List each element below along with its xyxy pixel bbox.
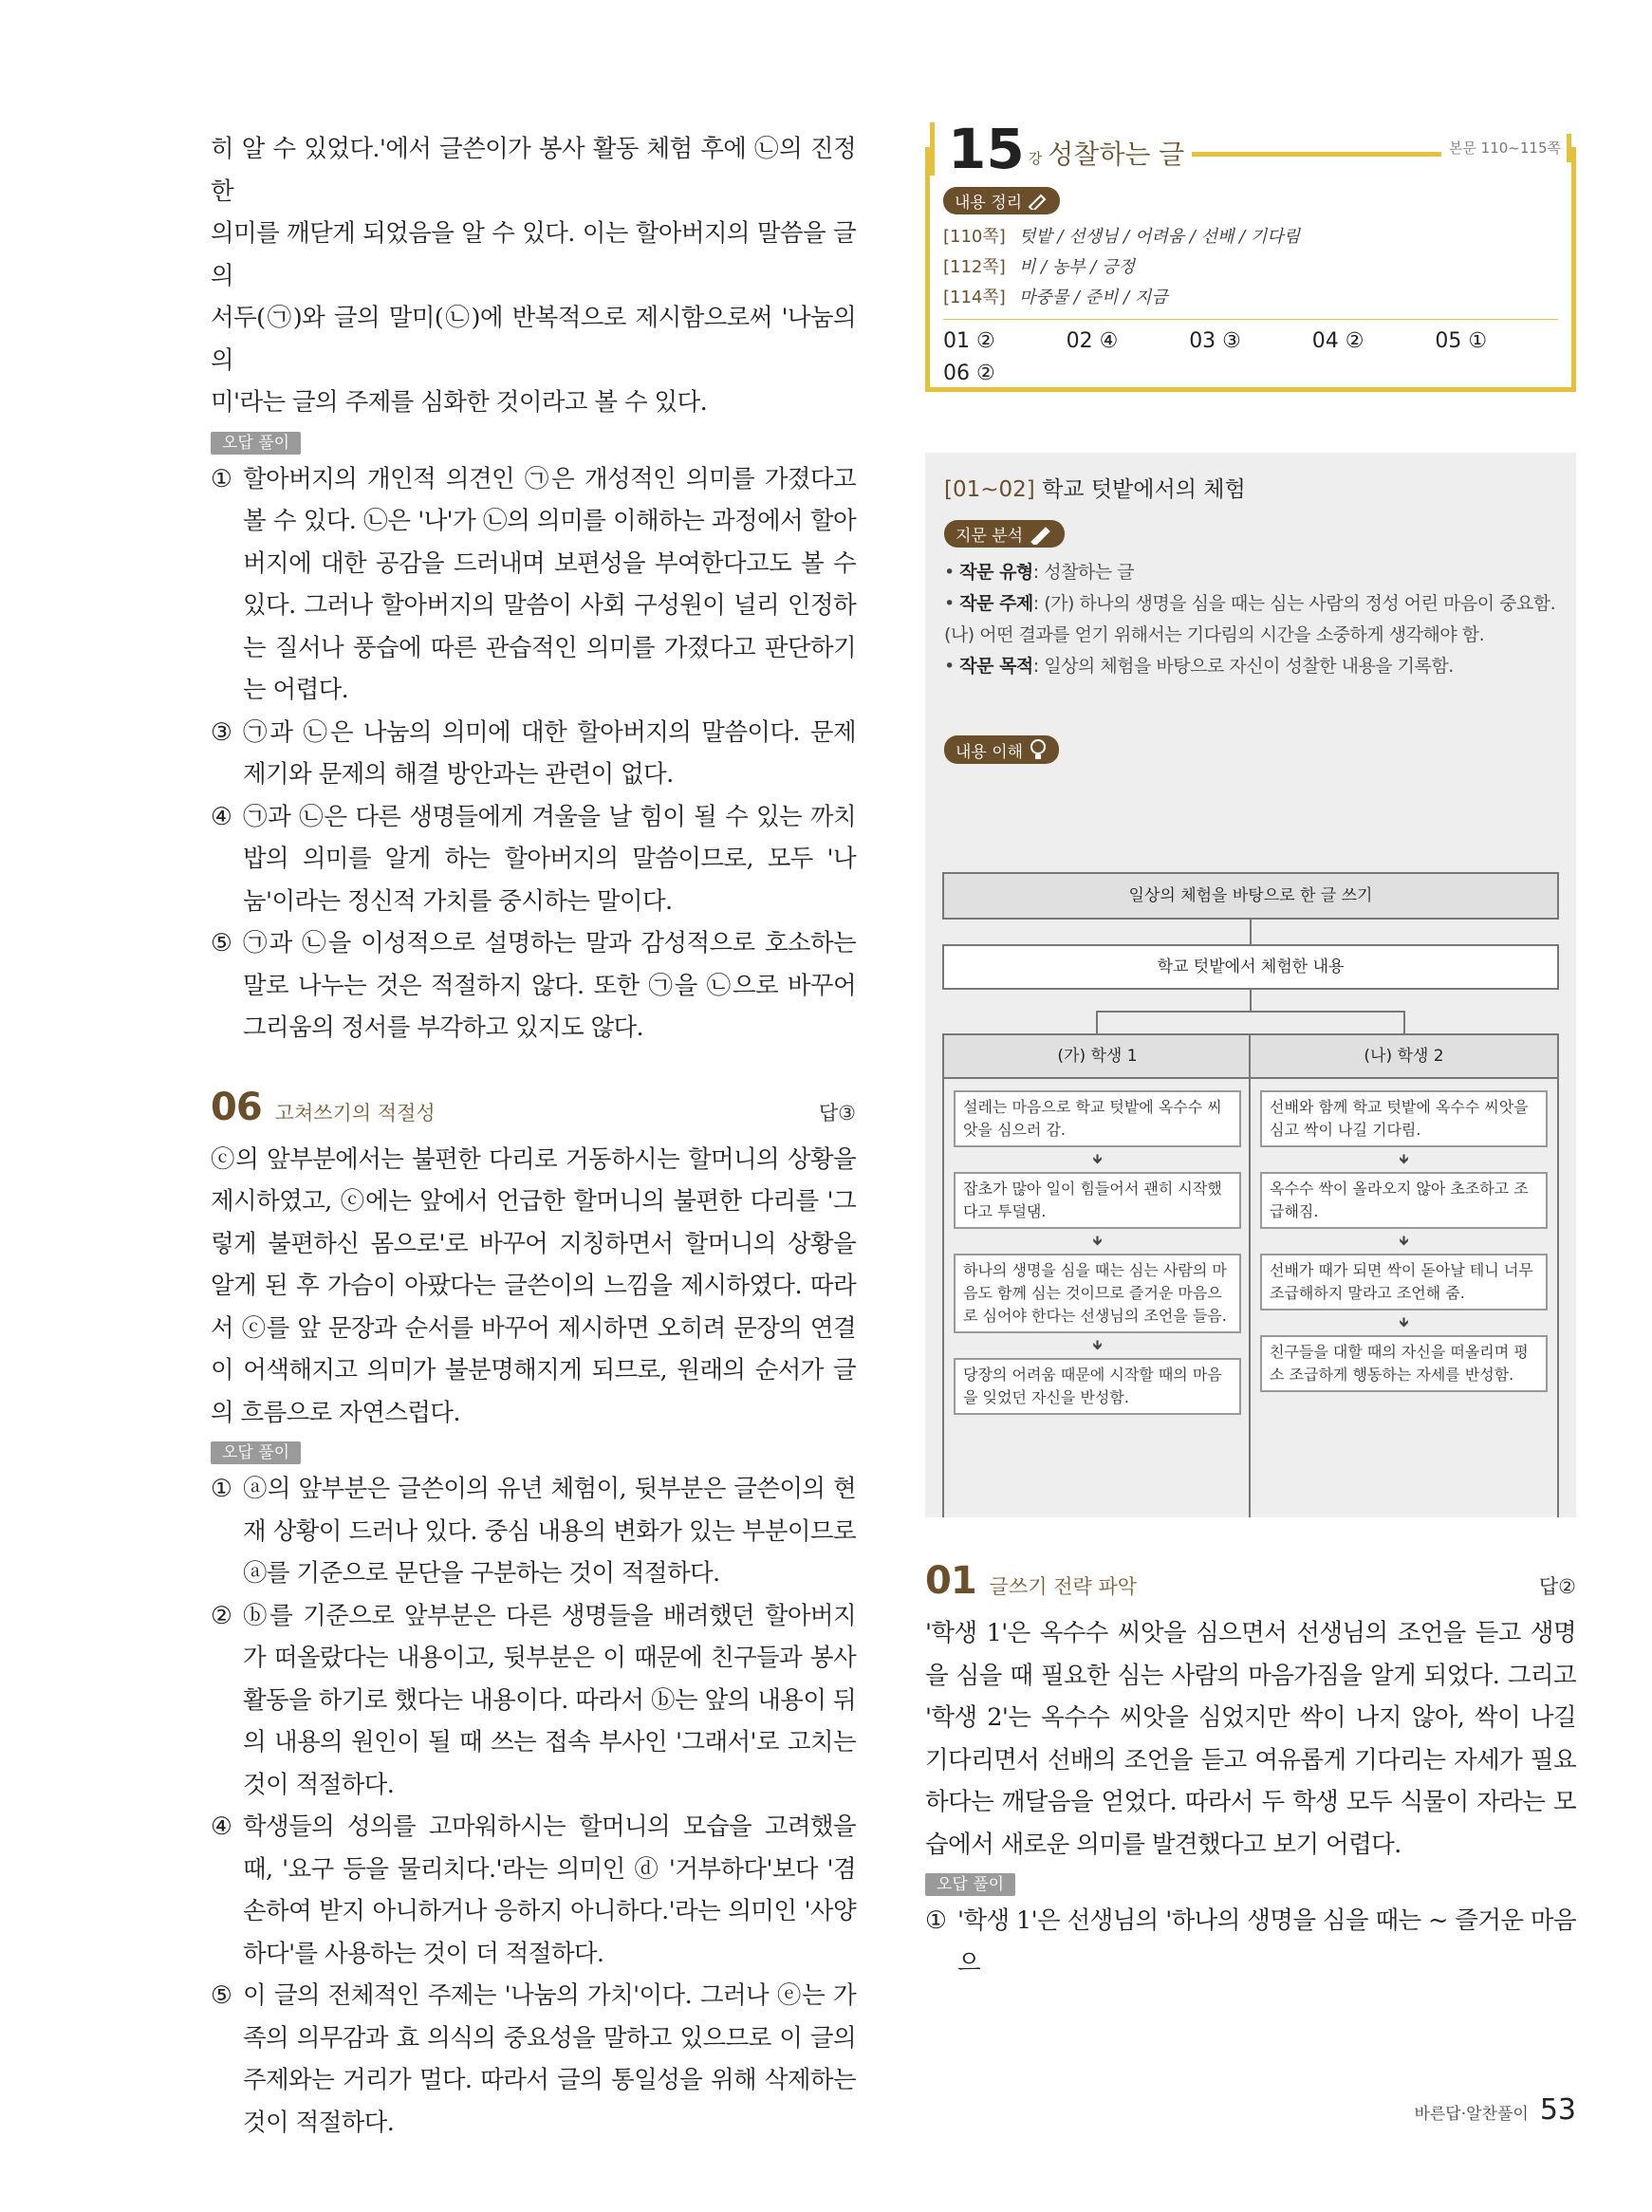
analysis-title-text: 학교 텃밭에서의 체험 <box>1042 477 1246 502</box>
question-title: 글쓰기 전략 파악 <box>989 1575 1138 1598</box>
analysis-title <box>944 472 1557 503</box>
pill-label: 지문 분석 <box>956 527 1024 546</box>
explanation-item <box>211 796 856 923</box>
answer-item: 02 ④ <box>1066 329 1119 353</box>
answer-key <box>943 319 1558 390</box>
question-06-header <box>211 1086 856 1129</box>
summary-words: 텃밭 / 선생님 / 어려움 / 선배 / 기다림 <box>1019 227 1301 247</box>
question-01-body: '학생 1'은 옥수수 씨앗을 심으면서 선생님의 조언을 듣고 생명을 심을 때 필요한 심는 사람의 마음가짐을 알게 되었다. 그리고 '학생 2'는 옥수수 씨앗을 심었지만 싹이 나지 않아, 싹이 나길 기다리면서 선배의 조언을 듣고 여유롭게 기다리는 자세가 필요하다는 깨달음을 얻었다. 따라서 두 학생 모두 식물이 자라는 모습에서 새로운 의미를 발견했다고 보기 어렵다. <box>925 1619 1576 1859</box>
explanation-item <box>211 1806 856 1975</box>
left-column <box>211 128 856 2144</box>
question-answer: 답② <box>1538 1575 1576 1598</box>
down-arrow-icon: 🡻 <box>1092 1152 1103 1167</box>
answer-item: 05 ① <box>1435 329 1488 353</box>
down-arrow-icon: 🡻 <box>1399 1234 1409 1249</box>
item-text: 학생들의 성의를 고마워하시는 할머니의 모습을 고려했을 때, '요구 등을 물리치다.'라는 의미인 ⓓ '거부하다'보다 '겸손하여 받지 아니하거나 응하지 아니하다.'라는 의미인 '사양하다'를 사용하는 것이 더 적절하다. <box>243 1812 856 1968</box>
item-text: ⓐ의 앞부분은 글쓴이의 유년 체험이, 뒷부분은 글쓴이의 현재 상황이 드러나 있다. 중심 내용의 변화가 있는 부분이므로 ⓐ를 기준으로 문단을 구분하는 것이 적절하다. <box>243 1475 856 1588</box>
down-arrow-icon: 🡻 <box>1399 1152 1409 1167</box>
bullet-label: 작문 주제 <box>959 593 1033 614</box>
lesson-title: 성찰하는 글 <box>1048 139 1185 170</box>
summary-words: 비 / 농부 / 긍정 <box>1019 257 1135 277</box>
bullet-text: : (가) 하나의 생명을 심을 때는 심는 사람의 정성 어린 마음이 중요함. <box>1032 593 1556 614</box>
answer-item: 03 ③ <box>1189 329 1241 353</box>
item-text: ㉠과 ㉡은 다른 생명들에게 겨울을 날 힘이 될 수 있는 까치밥의 의미를 알게 하는 할아버지의 말씀이므로, 모두 '나눔'이라는 정신적 가치를 중시하는 말이다. <box>243 802 856 916</box>
item-text: '학생 1'은 선생님의 '하나의 생명을 심을 때는 ~ 즐거운 마음으 <box>957 1906 1576 1978</box>
summary-row <box>943 252 1558 283</box>
summary-row <box>943 283 1558 313</box>
answer-item: 04 ② <box>1311 329 1364 353</box>
question-number: 06 <box>211 1085 262 1129</box>
question-06-body: ⓒ의 앞부분에서는 불편한 다리로 거동하시는 할머니의 상황을 제시하였고, ⓒ에는 앞에서 언급한 할머니의 불편한 다리를 '그렇게 불편하신 몸으로'로 바꾸어 지칭하면서 할머니의 상황을 알게 된 후 가슴이 아팠다는 글쓴이의 느낌을 제시하였다. 따라서 ⓒ를 앞 문장과 순서를 바꾸어 제시하면 오히려 문장의 연결이 어색해지고 의미가 불분명해지게 되므로, 원래의 순서가 글의 흐름으로 자연스럽다. <box>211 1144 856 1427</box>
explanation-item <box>211 1468 856 1595</box>
explanation-item <box>211 922 856 1050</box>
step-box: 옥수수 싹이 올라오지 않아 초조하고 조급해짐. <box>1260 1172 1548 1229</box>
column-header: (나) 학생 2 <box>1251 1033 1557 1079</box>
explanation-item <box>211 1595 856 1807</box>
lesson-header <box>930 117 1571 181</box>
intro-line: 의미를 깨닫게 되었음을 알 수 있다. 이는 할아버지의 말씀을 글의 <box>211 219 856 290</box>
item-number: ① <box>925 1906 947 1935</box>
question-answer: 답③ <box>818 1101 856 1125</box>
analysis-bullet: • 작문 목적: 일상의 체험을 바탕으로 자신이 성찰한 내용을 기록함. <box>944 656 1454 677</box>
item-text: ⓑ를 기준으로 앞부분은 다른 생명들을 배려했던 할아버지가 떠올랐다는 내용이고, 뒷부분은 이 때문에 친구들과 봉사 활동을 하기로 했다는 내용이다. 따라서 ⓑ는 앞의 내용이 뒤의 내용의 원인이 될 때 쓰는 접속 부사인 '그래서'로 고치는 것이 적절하다. <box>243 1601 856 1799</box>
item-number: ③ <box>211 717 232 747</box>
lightbulb-icon <box>1029 737 1048 762</box>
step-box: 잡초가 많아 일이 힘들어서 괜히 시작했다고 투덜댐. <box>954 1172 1241 1229</box>
footer-label: 바른답·알찬풀이 <box>1414 2105 1529 2124</box>
passage-analysis-pill <box>944 520 1065 548</box>
item-text: ㉠과 ㉡을 이성적으로 설명하는 말과 감성적으로 호소하는 말로 나누는 것은 적절하지 않다. 또한 ㉠을 ㉡으로 바꾸어 그리움의 정서를 부각하고 있지도 않다. <box>243 929 856 1042</box>
item-number: ⑤ <box>211 1981 232 2010</box>
pencil-icon <box>1029 524 1053 545</box>
analysis-bullet: • 작문 유형: 성찰하는 글 <box>944 562 1135 583</box>
step-box: 당장의 어려움 때문에 시작할 때의 마음을 잊었던 자신을 반성함. <box>954 1358 1241 1415</box>
summary-words: 마중물 / 준비 / 지금 <box>1019 288 1168 307</box>
content-diagram <box>942 872 1559 1517</box>
explanation-item <box>211 458 856 712</box>
intro-line: 서두(㉠)와 글의 말미(㉡)에 반복적으로 제시함으로써 '나눔의 의 <box>211 304 856 375</box>
item-number: ① <box>211 1475 232 1503</box>
diagram-columns <box>942 1033 1559 1517</box>
down-arrow-icon: 🡻 <box>1092 1338 1103 1353</box>
page-footer <box>1414 2093 1576 2127</box>
analysis-code: [01~02] <box>944 477 1035 502</box>
summary-page: [112쪽] <box>943 257 1006 277</box>
item-number: ② <box>211 1601 232 1630</box>
step-box: 친구들을 대할 때의 자신을 떠올리며 평소 조급하게 행동하는 자세를 반성함. <box>1260 1335 1548 1392</box>
item-text: 이 글의 전체적인 주제는 '나눔의 가치'이다. 그러나 ⓔ는 가족의 의무감과 효 의식의 중요성을 말하고 있으므로 이 글의 주제와는 거리가 멀다. 따라서 글의 통일성을 위해 삭제하는 것이 적절하다. <box>243 1981 856 2137</box>
pill-label: 내용 정리 <box>955 194 1023 213</box>
answer-item: 06 ② <box>943 362 995 385</box>
down-arrow-icon: 🡻 <box>1399 1315 1409 1330</box>
step-box: 선배와 함께 학교 텃밭에 옥수수 씨앗을 심고 싹이 나길 기다림. <box>1260 1090 1548 1147</box>
item-number: ① <box>211 464 232 493</box>
question-01-header <box>925 1559 1576 1603</box>
bullet-label: 작문 유형 <box>959 562 1033 583</box>
bullet-label: 작문 목적 <box>959 656 1033 677</box>
summary-page: [114쪽] <box>943 288 1006 307</box>
item-number: ④ <box>211 1812 232 1841</box>
right-column <box>925 117 1576 1984</box>
branch-connector <box>942 990 1559 1033</box>
wrong-answer-tag: 오답 풀이 <box>925 1873 1015 1896</box>
explanation-item <box>925 1900 1576 1984</box>
page-number: 53 <box>1539 2093 1576 2127</box>
analysis-bullet-cont <box>944 620 1557 651</box>
summary-page: [110쪽] <box>943 227 1006 247</box>
diagram-top-box: 일상의 체험을 바탕으로 한 글 쓰기 <box>942 872 1559 920</box>
bullet-text: (나) 어떤 결과를 얻기 위해서는 기다림의 시간을 소중하게 생각해야 함. <box>944 624 1485 645</box>
item-text: 할아버지의 개인적 의견인 ㉠은 개성적인 의미를 가졌다고 볼 수 있다. ㉡은 '나'가 ㉡의 의미를 이해하는 과정에서 할아버지에 대한 공감을 드러내며 보편성을 부여한다고도 볼 수 있다. 그러나 할아버지의 말씀이 사회 구성원이 널리 인정하는 질서나 풍습에 따른 관습적인 의미를 가졌다고 판단하기는 어렵다. <box>243 464 856 704</box>
question-title: 고쳐쓰기의 적절성 <box>274 1101 436 1125</box>
content-understanding-pill <box>944 735 1059 764</box>
page-range: 본문 110~115쪽 <box>1449 134 1571 162</box>
pill-label: 내용 이해 <box>956 742 1024 762</box>
intro-line: 히 알 수 있었다.'에서 글쓴이가 봉사 활동 체험 후에 ㉡의 진정한 <box>211 135 856 206</box>
lesson-summary-box <box>925 117 1576 392</box>
passage-analysis-box <box>925 453 1576 1517</box>
explanation-item <box>211 712 856 796</box>
column-header: (가) 학생 1 <box>944 1033 1251 1079</box>
pencil-icon <box>1028 193 1049 210</box>
diagram-second-box: 학교 텃밭에서 체험한 내용 <box>942 944 1559 990</box>
analysis-bullet: • 작문 주제: (가) 하나의 생명을 심을 때는 심는 사람의 정성 어린 마음이 중요함. <box>944 593 1556 614</box>
bullet-text: : 성찰하는 글 <box>1032 562 1135 583</box>
item-text: ㉠과 ㉡은 나눔의 의미에 대한 할아버지의 말씀이다. 문제 제기와 문제의 해결 방안과는 관련이 없다. <box>243 717 856 789</box>
student-2-column <box>1249 1033 1559 1517</box>
student-1-column <box>942 1033 1251 1517</box>
bullet-text: : 일상의 체험을 바탕으로 자신이 성찰한 내용을 기록함. <box>1032 656 1454 677</box>
connector <box>942 920 1559 944</box>
down-arrow-icon: 🡻 <box>1092 1234 1103 1249</box>
answer-item: 01 ② <box>943 329 995 353</box>
divider <box>1192 152 1441 157</box>
step-box: 하나의 생명을 심을 때는 심는 사람의 마음도 함께 심는 것이므로 즐거운 마음으로 심어야 한다는 선생님의 조언을 들음. <box>954 1254 1241 1333</box>
step-box: 설레는 마음으로 학교 텃밭에 옥수수 씨앗을 심으러 감. <box>954 1090 1241 1147</box>
summary-row <box>943 222 1558 252</box>
wrong-answer-tag: 오답 풀이 <box>211 1441 301 1464</box>
lesson-number: 15 <box>930 122 1025 176</box>
lesson-suffix: 강 <box>1028 150 1043 167</box>
item-number: ⑤ <box>211 929 232 957</box>
wrong-answer-tag: 오답 풀이 <box>211 432 301 455</box>
content-summary-pill <box>943 187 1060 214</box>
intro-line: 미'라는 글의 주제를 심화한 것이라고 볼 수 있다. <box>211 388 708 417</box>
explanation-item <box>211 1975 856 2144</box>
question-number: 01 <box>925 1559 976 1603</box>
step-box: 선배가 때가 되면 싹이 돋아날 테니 너무 조급해하지 말라고 조언해 줌. <box>1260 1254 1548 1310</box>
item-number: ④ <box>211 802 232 831</box>
